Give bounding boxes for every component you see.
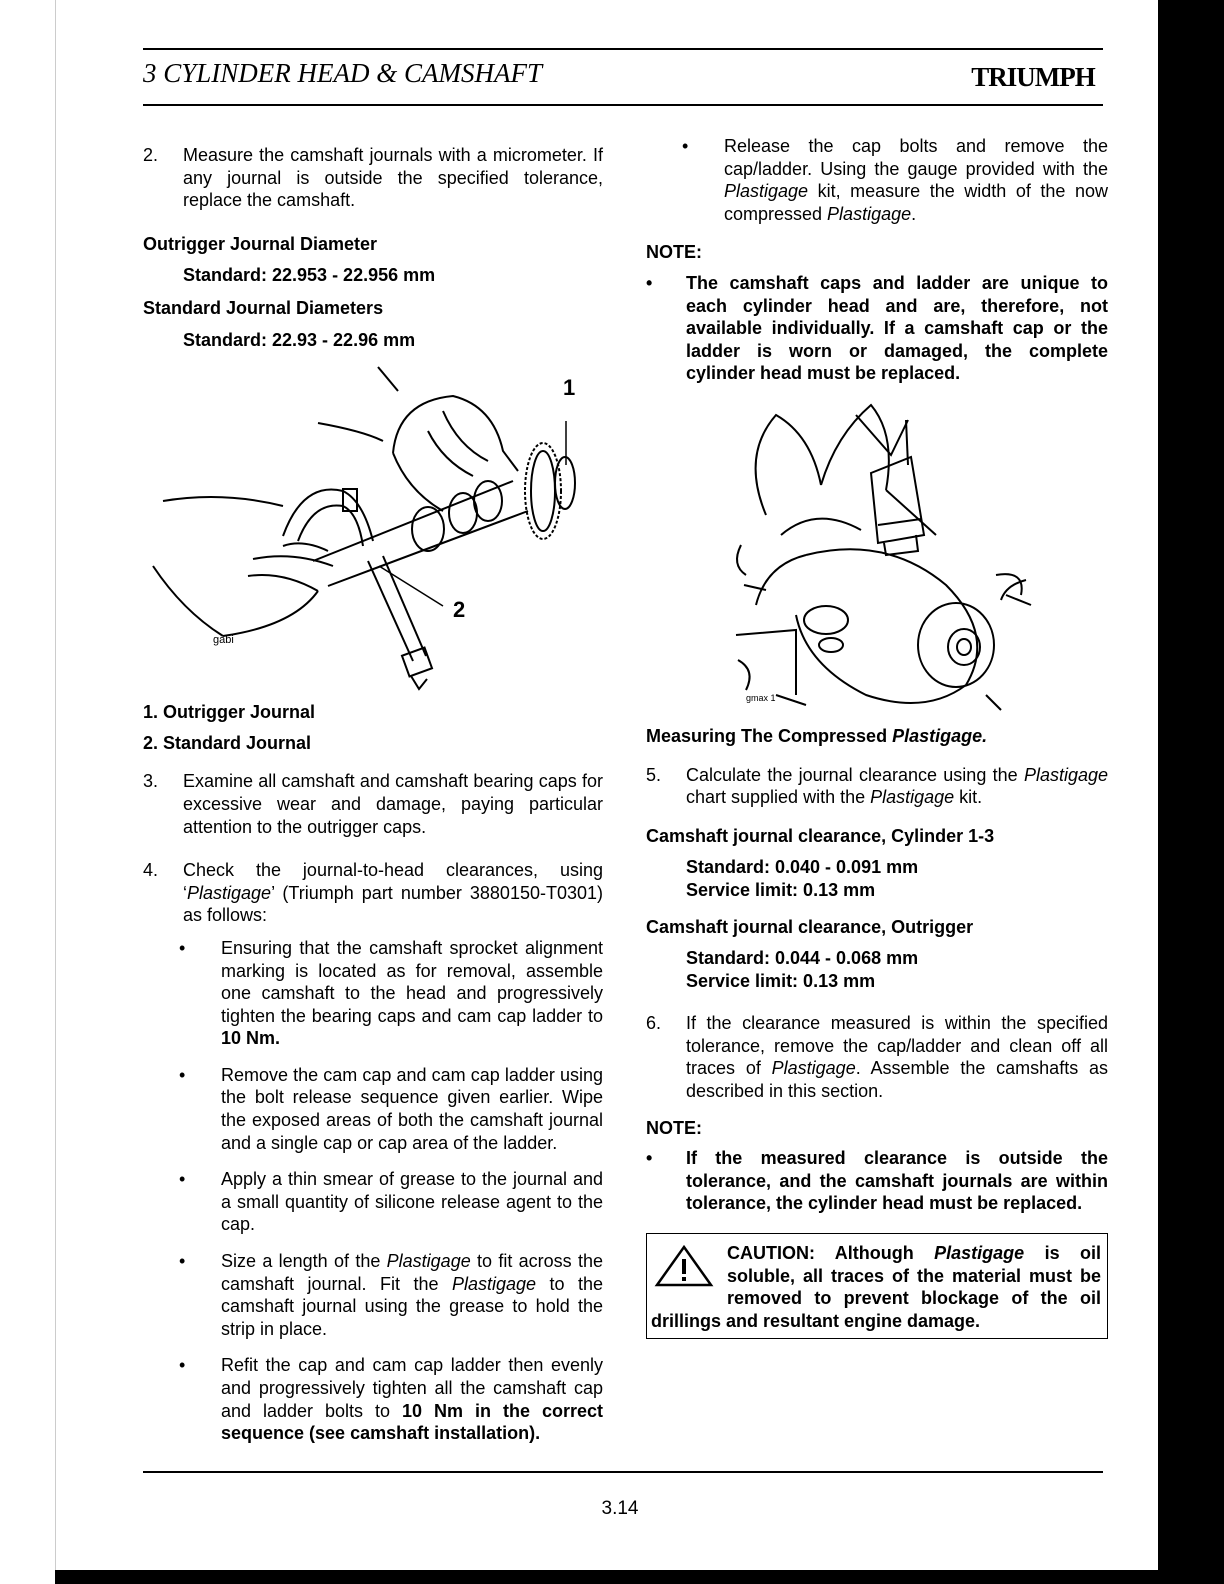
- figure-caption: Measuring The Compressed Plastigage.: [646, 725, 988, 746]
- triumph-logo: [961, 60, 1105, 92]
- bullet-remove-cap: • Remove the cam cap and cam cap ladder using the bolt release sequence given earlier. Wipe the exposed areas of both the camshaft journal and a single cap or cap area of the ladder.: [179, 1064, 603, 1153]
- step-5: 5. Calculate the journal clearance using the Plastigage chart supplied with the Plastigage kit.: [646, 764, 1108, 808]
- bullet-apply-grease: • Apply a thin smear of grease to the journal and a small quantity of silicone release agent to the cap.: [179, 1169, 603, 1235]
- header-top-rule: [143, 48, 1103, 50]
- warning-triangle-icon: [653, 1244, 715, 1288]
- callout-1: 1: [563, 375, 576, 401]
- legend-2: 2. Standard Journal: [143, 732, 312, 753]
- micrometer-illustration: [143, 361, 603, 701]
- page-number: 3.14: [601, 1498, 639, 1519]
- step-4: 4. Check the journal-to-head clearances, using ‘Plastigage’ (Triumph part number 3880150-T0301) as follows:: [143, 860, 603, 926]
- spec-outrigger-service: Service limit: 0.13 mm: [686, 970, 876, 991]
- note-1-text: • The camshaft caps and ladder are unique to each cylinder head and are, therefore, not available individually. If a camshaft cap or the ladder is worn or damaged, the complete cylinder head must be replaced.: [646, 272, 1108, 384]
- scan-border-bottom: [55, 1570, 1224, 1584]
- spec-outrigger-heading: Outrigger Journal Diameter: [143, 233, 378, 254]
- bullet-assemble-camshaft: • Ensuring that the camshaft sprocket alignment marking is located as for removal, assemble one camshaft to the head and progressively tighten the bearing caps and cam cap ladder to 10 Nm.: [179, 937, 603, 1049]
- spec-standard-value: Standard: 22.93 - 22.96 mm: [183, 329, 416, 350]
- step-2: 2. Measure the camshaft journals with a micrometer. If any journal is outside the specified tolerance, replace the camshaft.: [143, 145, 603, 211]
- step-6: 6. If the clearance measured is within the specified tolerance, remove the cap/ladder and clean off all traces of Plastigage. Assemble the camshafts as described in this section.: [646, 1013, 1109, 1102]
- bullet-release-cap: • Release the cap bolts and remove the cap/ladder. Using the gauge provided with the Plastigage kit, measure the width of the now compressed Plastigage.: [682, 136, 1108, 224]
- spec-outrigger-clearance-heading: Camshaft journal clearance, Outrigger: [646, 916, 974, 937]
- step-3: 3. Examine all camshaft and camshaft bearing caps for excessive wear and damage, paying particular attention to the outrigger caps.: [143, 771, 603, 837]
- header-bottom-rule: [143, 104, 1103, 106]
- footer-rule: [143, 1471, 1103, 1473]
- note-1-heading: NOTE:: [646, 242, 702, 263]
- figure-code: gabi: [213, 634, 234, 647]
- left-column: [143, 144, 603, 1459]
- svg-text:TRIUMPH: TRIUMPH: [971, 62, 1095, 92]
- spec-standard-heading: Standard Journal Diameters: [143, 297, 384, 318]
- callout-2: 2: [453, 597, 466, 623]
- note-2-heading: NOTE:: [646, 1117, 702, 1138]
- section-title: 3 CYLINDER HEAD & CAMSHAFT: [143, 58, 543, 88]
- figure-code: gmax 1: [746, 692, 776, 703]
- bullet-size-plastigage: • Size a length of the Plastigage to fit across the camshaft journal. Fit the Plastigage to the camshaft journal using the grease to hold the strip in place.: [179, 1251, 604, 1339]
- legend-1: 1. Outrigger Journal: [143, 702, 316, 723]
- spec-cyl-service: Service limit: 0.13 mm: [686, 879, 876, 900]
- spec-cyl-standard: Standard: 0.040 - 0.091 mm: [686, 857, 919, 878]
- spec-outrigger-standard: Standard: 0.044 - 0.068 mm: [686, 948, 919, 969]
- caution-box: CAUTION: Although Plastigage is oil soluble, all traces of the material must be removed to prevent blockage of the oil drillings and resultant engine damage.: [646, 1233, 1108, 1339]
- note-2-text: • If the measured clearance is outside the tolerance, and the camshaft journals are within tolerance, the cylinder head must be replaced.: [646, 1148, 1108, 1214]
- plastigage-illustration: [646, 395, 1108, 715]
- scan-border-right: [1158, 0, 1224, 1584]
- page-left-margin: [0, 0, 56, 1584]
- bullet-refit-cap: • Refit the cap and cam cap ladder then evenly and progressively tighten all the camshaft cap and ladder bolts to 10 Nm in the correct sequence (see camshaft installation).: [179, 1355, 604, 1444]
- right-column: [646, 135, 1108, 1339]
- spec-cyl-heading: Camshaft journal clearance, Cylinder 1-3: [646, 825, 995, 846]
- spec-outrigger-value: Standard: 22.953 - 22.956 mm: [183, 265, 436, 286]
